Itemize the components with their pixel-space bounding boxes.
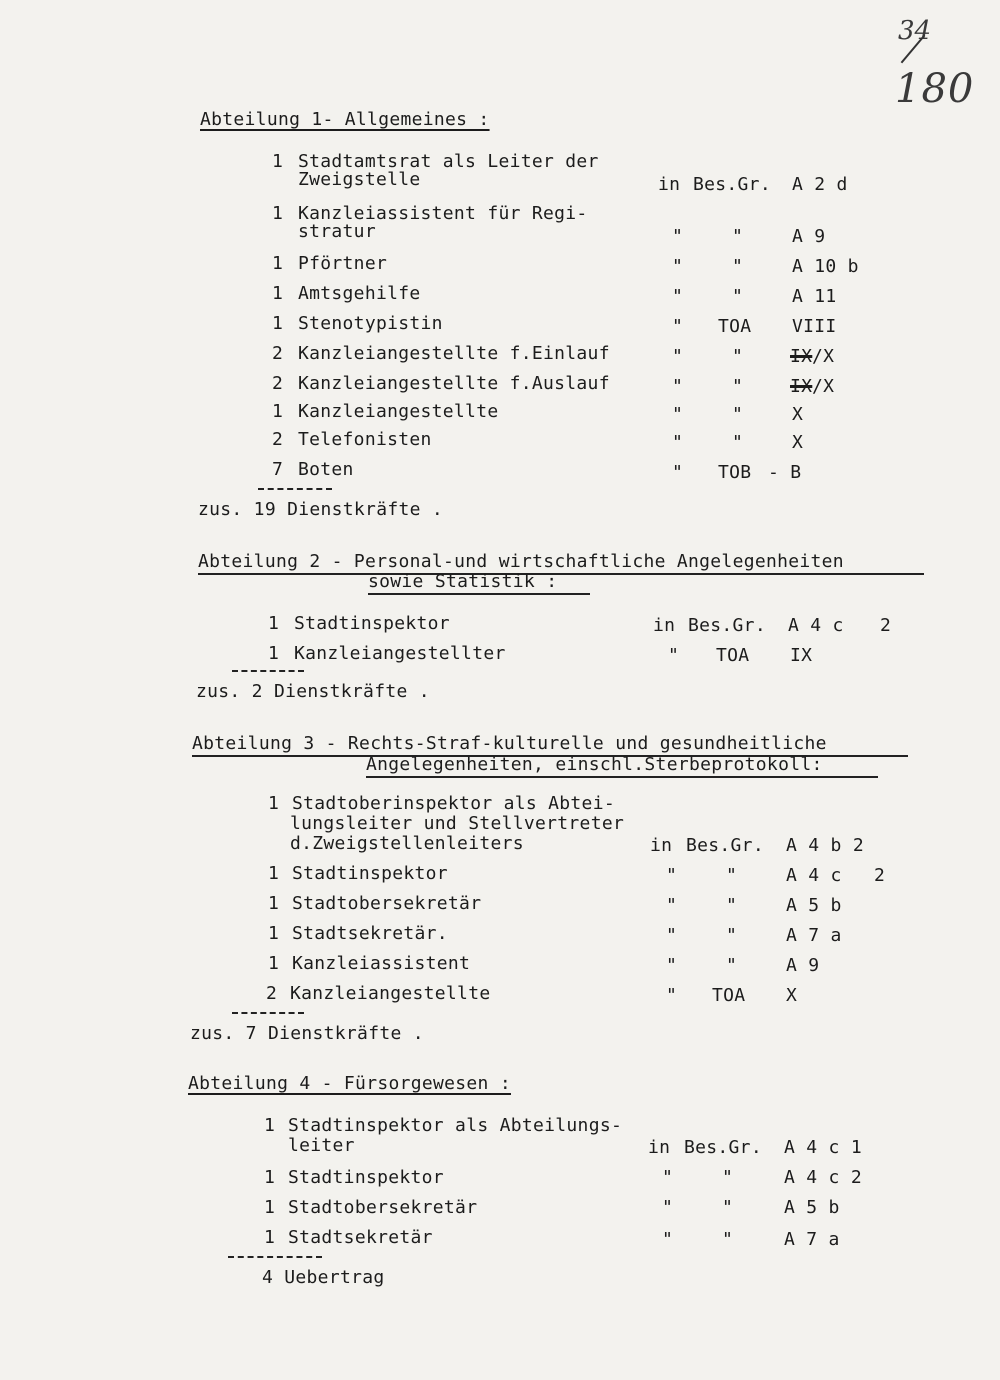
row-count: 1	[268, 923, 280, 944]
row-title: Stadtinspektor	[294, 613, 450, 634]
row-grade: X	[786, 985, 798, 1006]
section-total: zus. 2 Dienstkräfte .	[196, 681, 430, 702]
row-title: Stadtobersekretär	[288, 1197, 478, 1218]
ditto-mark: "	[662, 1229, 674, 1250]
row-prefix: in	[653, 615, 676, 636]
row-count: 1	[264, 1197, 276, 1218]
row-grade: A 4 c 2	[784, 1167, 862, 1188]
ditto-mark: "	[666, 895, 678, 916]
ditto-mark: "	[672, 226, 684, 247]
ditto-mark: "	[672, 432, 684, 453]
ditto-mark: "	[726, 895, 738, 916]
row-grade-struck: IX	[790, 376, 813, 397]
row-title: Kanzleiangestellte	[290, 983, 491, 1004]
row-grade: X	[792, 432, 804, 453]
row-title-cont: Zweigstelle	[298, 169, 421, 190]
row-grade: A 9	[792, 226, 826, 247]
row-title-cont: stratur	[298, 221, 376, 242]
row-count: 1	[272, 151, 284, 172]
row-title: Stadtinspektor	[292, 863, 448, 884]
row-count: 2	[266, 983, 278, 1004]
row-prefix: in	[648, 1137, 671, 1158]
row-grade: A 9	[786, 955, 820, 976]
row-grade: VIII	[792, 316, 837, 337]
ditto-mark: "	[672, 346, 684, 367]
row-grade: A 4 c	[786, 865, 842, 886]
row-grade: A 7 a	[786, 925, 842, 946]
row-count: 1	[268, 893, 280, 914]
row-grade: A 4 c 1	[784, 1137, 862, 1158]
row-grade: A 2 d	[792, 174, 848, 195]
ditto-mark: "	[722, 1197, 734, 1218]
section-heading: Abteilung 2 - Personal-und wirtschaftliche Angelegenheiten	[198, 551, 844, 572]
ditto-mark: "	[732, 226, 744, 247]
row-title: Kanzleiangestellte	[298, 401, 499, 422]
row-salary-group: Bes.Gr.	[693, 174, 771, 195]
sum-rule	[228, 1256, 322, 1258]
row-count: 1	[272, 203, 284, 224]
row-grade: A 10 b	[792, 256, 859, 277]
row-note: 2	[880, 615, 892, 636]
row-title: Stadtinspektor	[288, 1167, 444, 1188]
section-heading: Abteilung 1- Allgemeines :	[200, 109, 490, 130]
ditto-mark: "	[722, 1167, 734, 1188]
row-title: Stadtoberinspektor als Abtei-	[292, 793, 615, 814]
row-grade: /X	[812, 376, 835, 397]
ditto-mark: "	[666, 925, 678, 946]
row-pay-scheme: TOA	[718, 316, 752, 337]
ditto-mark: "	[672, 256, 684, 277]
section-heading: Abteilung 4 - Fürsorgewesen :	[188, 1073, 511, 1094]
page-number: 34	[898, 16, 932, 46]
section-total: zus. 7 Dienstkräfte .	[190, 1023, 424, 1044]
row-title-cont: leiter	[288, 1135, 355, 1156]
row-title: Stadtamtsrat als Leiter der	[298, 151, 599, 172]
ditto-mark: "	[662, 1197, 674, 1218]
row-title-cont: d.Zweigstellenleiters	[290, 833, 524, 854]
row-count: 2	[272, 429, 284, 450]
row-count: 7	[272, 459, 284, 480]
section-heading-cont: sowie Statistik :	[368, 571, 558, 592]
row-grade: A 5 b	[786, 895, 842, 916]
row-prefix: in	[650, 835, 673, 856]
row-pay-scheme: TOB	[718, 462, 752, 483]
row-pay-scheme: TOA	[712, 985, 746, 1006]
row-title: Kanzleiangestellte f.Auslauf	[298, 373, 610, 394]
row-salary-group: Bes.Gr.	[686, 835, 764, 856]
ditto-mark: "	[662, 1167, 674, 1188]
row-grade: IX	[790, 645, 813, 666]
row-count: 1	[268, 643, 280, 664]
row-note: 2	[874, 865, 886, 886]
row-salary-group: Bes.Gr.	[688, 615, 766, 636]
row-title: Pförtner	[298, 253, 388, 274]
row-count: 1	[268, 953, 280, 974]
ditto-mark: "	[668, 645, 680, 666]
sum-rule	[232, 670, 304, 672]
section-heading: Abteilung 3 - Rechts-Straf-kulturelle und gesundheitliche	[192, 733, 827, 754]
section-heading-cont: Angelegenheiten, einschl.Sterbeprotokoll:	[366, 754, 823, 775]
row-count: 1	[268, 613, 280, 634]
ditto-mark: "	[732, 432, 744, 453]
row-title: Stadtinspektor als Abteilungs-	[288, 1115, 623, 1136]
carry-forward-total: 4 Uebertrag	[262, 1267, 385, 1288]
row-count: 1	[272, 283, 284, 304]
heading-underline	[198, 573, 924, 575]
row-salary-group: Bes.Gr.	[684, 1137, 762, 1158]
sum-rule	[232, 1012, 304, 1014]
ditto-mark: "	[672, 404, 684, 425]
row-grade: A 11	[792, 286, 837, 307]
row-title: Amtsgehilfe	[298, 283, 421, 304]
row-grade: - B	[768, 462, 802, 483]
row-count: 1	[268, 863, 280, 884]
row-title: Stadtsekretär	[288, 1227, 433, 1248]
ditto-mark: "	[672, 462, 684, 483]
row-title: Kanzleiassistent	[292, 953, 471, 974]
ditto-mark: "	[732, 346, 744, 367]
ditto-mark: "	[732, 404, 744, 425]
row-title: Kanzleiangestellte f.Einlauf	[298, 343, 610, 364]
ditto-mark: "	[666, 955, 678, 976]
ditto-mark: "	[726, 925, 738, 946]
row-grade-struck: IX	[790, 346, 813, 367]
row-title-cont: lungsleiter und Stellvertreter	[290, 813, 625, 834]
row-title: Kanzleiangestellter	[294, 643, 506, 664]
row-count: 1	[268, 793, 280, 814]
row-count: 2	[272, 343, 284, 364]
ditto-mark: "	[732, 256, 744, 277]
section-total: zus. 19 Dienstkräfte .	[198, 499, 444, 520]
row-title: Stenotypistin	[298, 313, 443, 334]
row-title: Stadtobersekretär	[292, 893, 482, 914]
ditto-mark: "	[732, 286, 744, 307]
row-count: 1	[272, 401, 284, 422]
row-grade: A 4 b 2	[786, 835, 864, 856]
row-count: 2	[272, 373, 284, 394]
row-count: 1	[264, 1115, 276, 1136]
ditto-mark: "	[722, 1229, 734, 1250]
row-grade: A 5 b	[784, 1197, 840, 1218]
row-count: 1	[272, 253, 284, 274]
row-title: Stadtsekretär.	[292, 923, 448, 944]
ditto-mark: "	[672, 376, 684, 397]
ditto-mark: "	[666, 985, 678, 1006]
row-prefix: in	[658, 174, 681, 195]
row-count: 1	[264, 1227, 276, 1248]
row-count: 1	[264, 1167, 276, 1188]
row-grade: X	[792, 404, 804, 425]
heading-underline	[366, 776, 878, 778]
row-pay-scheme: TOA	[716, 645, 750, 666]
row-grade: /X	[812, 346, 835, 367]
row-count: 1	[272, 313, 284, 334]
heading-underline	[368, 593, 590, 595]
ditto-mark: "	[726, 865, 738, 886]
row-title: Kanzleiassistent für Regi-	[298, 203, 588, 224]
row-title: Telefonisten	[298, 429, 432, 450]
ditto-mark: "	[672, 286, 684, 307]
ditto-mark: "	[666, 865, 678, 886]
row-grade: A 4 c	[788, 615, 844, 636]
ditto-mark: "	[672, 316, 684, 337]
row-title: Boten	[298, 459, 354, 480]
sum-rule	[258, 488, 332, 490]
ditto-mark: "	[732, 376, 744, 397]
ditto-mark: "	[726, 955, 738, 976]
row-grade: A 7 a	[784, 1229, 840, 1250]
folio-number: 180	[895, 66, 975, 112]
